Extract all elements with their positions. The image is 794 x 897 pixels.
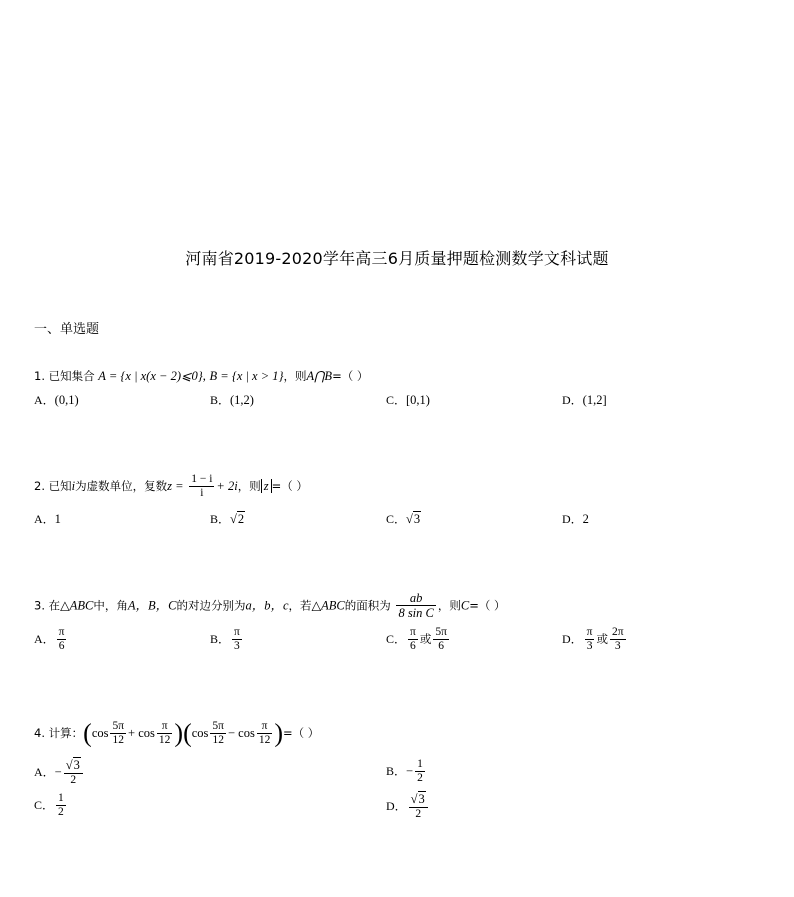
q1-option-d[interactable]: D．(1,2] xyxy=(562,393,607,407)
q3-option-a[interactable]: A． $\frac{\pi}{6}$ xyxy=(34,626,65,653)
sqrt: √2 xyxy=(230,512,245,526)
q2-option-a[interactable]: A．1 xyxy=(34,512,61,526)
q3-option-b[interactable]: B． $\frac{\pi}{3}$ xyxy=(210,626,240,653)
q3-option-d[interactable]: D． $\frac{\pi}{3}$ 或 $\frac{2\pi}{3}$ xyxy=(562,626,624,653)
question-4: 4. 计算：(cos $\frac{5\pi}{12}$ + cos $\frac{\pi}{12}$ )(cos $\frac{5\pi}{12}$ − cos $\frac{\pi}{12}$ )=（ ） xyxy=(34,718,320,748)
q2-abs-z: z xyxy=(261,479,272,493)
q4-option-d[interactable]: D． $\frac{√3}{2}$ xyxy=(386,792,430,821)
q2-option-b[interactable]: B．√2 xyxy=(210,512,245,526)
q3-triangle: △ABC xyxy=(60,598,94,613)
section-heading: 一、单选题 xyxy=(34,322,100,337)
q1-option-b[interactable]: B．(1,2) xyxy=(210,393,254,407)
q1-expr: A⋂B xyxy=(306,369,333,383)
page-title: 河南省2019-2020学年高三6月质量押题检测数学文科试题 xyxy=(185,249,609,268)
q3-option-c[interactable]: C． $\frac{\pi}{6}$ 或 $\frac{5\pi}{6}$ xyxy=(386,626,447,653)
sqrt: √3 xyxy=(410,792,425,806)
q2-var-i: i xyxy=(71,479,76,494)
q3-mid4: 的面积为 xyxy=(344,598,391,613)
q3-var-c: C xyxy=(460,598,470,613)
q2-option-c[interactable]: C．√3 xyxy=(386,512,421,526)
q3-tail: =（ ） xyxy=(469,598,506,613)
q4-option-b[interactable]: B．− $\frac{1}{2}$ xyxy=(386,758,423,785)
q3-area-fraction: $\frac{ab}{\text{8 sin C}}$ xyxy=(398,591,434,621)
q1-option-a[interactable]: A．(0,1) xyxy=(34,393,79,407)
q3-prefix: 3. 在 xyxy=(34,598,61,613)
q3-triangle-2: △ABC xyxy=(311,598,345,613)
q1-mid: ，则 xyxy=(283,369,307,383)
q1-set-a: A = {x | x(x − 2)⩽0} xyxy=(98,369,203,383)
q2-mid2: ，则 xyxy=(237,479,261,494)
q3-mid2: 的对边分别为 xyxy=(176,598,246,613)
q1-prefix: 1. 已知集合 xyxy=(34,369,95,383)
question-1 xyxy=(34,368,368,384)
sqrt: √3 xyxy=(65,758,80,772)
q3-mid1: 中，角 xyxy=(93,598,128,613)
q1-sep: , xyxy=(202,369,206,383)
q1-option-c[interactable]: C．[0,1) xyxy=(386,393,430,407)
q4-option-c[interactable]: C． $\frac{1}{2}$ xyxy=(34,792,64,819)
q2-mid1: 为虚数单位，复数 xyxy=(75,479,168,494)
q3-angles: A，B，C xyxy=(127,598,177,613)
q3-mid5: ，则 xyxy=(437,598,461,613)
q1-set-b: B = {x | x > 1} xyxy=(209,369,284,383)
q2-fraction: $\frac{1 - i}{i}$ xyxy=(191,473,213,500)
q3-mid3: ，若 xyxy=(288,598,312,613)
q4-option-a[interactable]: A．− $\frac{√3}{2}$ xyxy=(34,758,85,787)
sqrt: √3 xyxy=(406,512,421,526)
q2-option-d[interactable]: D．2 xyxy=(562,512,589,526)
q2-tail: =（ ） xyxy=(271,479,308,494)
q2-z-eq: z = xyxy=(167,479,184,494)
question-2 xyxy=(34,473,308,500)
question-3 xyxy=(34,591,506,621)
q4-prefix: 4. 计算： xyxy=(34,726,84,741)
q3-sides: a，b，c xyxy=(245,598,289,613)
q4-tail: =（ ） xyxy=(282,726,320,741)
q1-tail: =（ ） xyxy=(332,369,369,383)
q2-prefix: 2. 已知 xyxy=(34,479,72,494)
q2-plus: + 2i xyxy=(216,479,238,494)
